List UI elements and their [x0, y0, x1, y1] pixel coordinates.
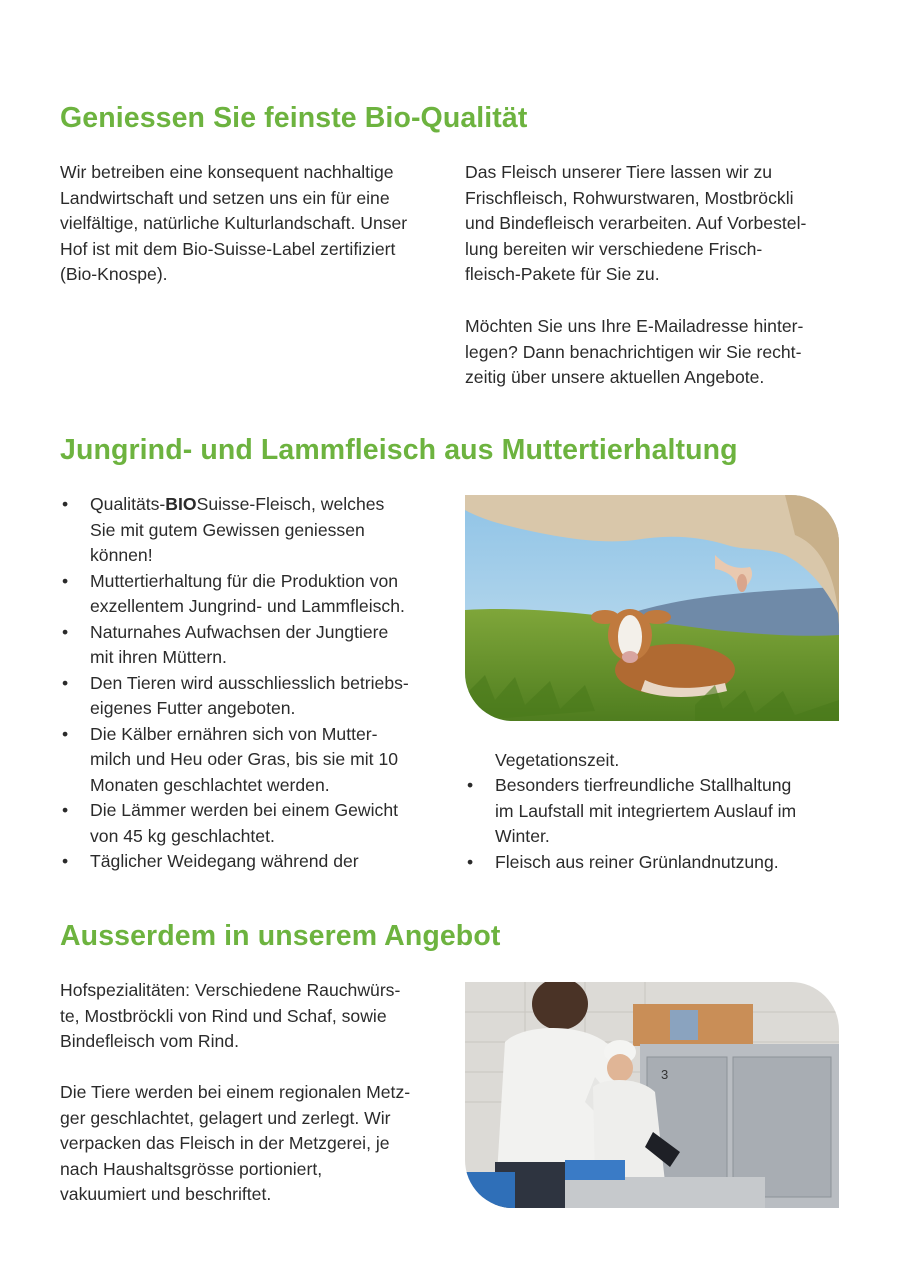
text-line: Hof ist mit dem Bio-Suisse-Label zertifiziert: [60, 238, 396, 259]
text-line: Fleisch aus reiner Grünlandnutzung.: [495, 851, 779, 872]
text-line: Besonders tierfreundliche Stallhaltung: [495, 775, 792, 795]
intro-paragraph-left: [60, 160, 407, 288]
list-item: [60, 492, 450, 569]
text-line: Sie mit gutem Gewissen geniessen: [90, 519, 365, 540]
text-line: Die Tiere werden bei einem regionalen Metz-: [60, 1082, 411, 1102]
text-line: Die Kälber ernähren sich von Mutter-: [90, 723, 378, 744]
section-heading-angebot: Ausserdem in unserem Angebot: [60, 920, 501, 952]
text-line: te, Mostbröckli von Rind und Schaf, sowie: [60, 1005, 387, 1026]
text-line: eigenes Futter angeboten.: [90, 698, 296, 718]
email-paragraph: [465, 314, 803, 391]
text-line: milch und Heu oder Gras, bis sie mit 10: [90, 749, 399, 769]
butcher-paragraph: [60, 1080, 410, 1208]
bullet-icon: •: [467, 775, 474, 795]
bullet-icon: •: [62, 621, 69, 642]
text-line: Die Lämmer werden bei einem Gewicht: [90, 800, 399, 820]
text-line: von 45 kg geschlachtet.: [90, 825, 275, 846]
text-line: Täglicher Weidegang während der: [90, 851, 359, 871]
bullet-icon: •: [62, 570, 69, 591]
text-line: Vegetationszeit.: [495, 750, 620, 770]
text-line: und Bindefleisch verarbeiten. Auf Vorbestel-: [465, 213, 807, 233]
text-line: mit ihren Müttern.: [90, 647, 227, 667]
bullet-list-left: [60, 492, 450, 875]
text-line: exzellentem Jungrind- und Lammfleisch.: [90, 596, 405, 616]
bullet-list-right: [465, 773, 845, 875]
calf-cow-illustration: [465, 495, 839, 721]
list-item: [60, 849, 450, 875]
text-line: lung bereiten wir verschiedene Frisch-: [465, 238, 763, 259]
text-line: Winter.: [495, 826, 550, 846]
list-item: [60, 671, 450, 722]
text-line: können!: [90, 545, 153, 565]
specialties-paragraph: [60, 978, 400, 1055]
text-line: Das Fleisch unserer Tiere lassen wir zu: [465, 162, 773, 182]
section-heading-bio-qualitaet: Geniessen Sie feinste Bio-Qualität: [60, 102, 528, 134]
bullet-icon: •: [62, 723, 69, 744]
text-line: im Laufstall mit integriertem Auslauf im: [495, 800, 797, 821]
cabinet-number: 3: [661, 1067, 669, 1082]
list-item: [60, 722, 450, 799]
bullet-icon: •: [62, 672, 69, 693]
bullet-icon: •: [62, 851, 69, 871]
text-line: nach Haushaltsgrösse portioniert,: [60, 1158, 323, 1179]
text-line: legen? Dann benachrichtigen wir Sie recht-: [465, 341, 802, 362]
list-item: [60, 569, 450, 620]
text-line: verpacken das Fleisch in der Metzgerei, je: [60, 1133, 390, 1153]
text-line: Hofspezialitäten: Verschiedene Rauchwürs-: [60, 980, 401, 1000]
bullet-icon: •: [467, 851, 474, 872]
text-line: (Bio-Knospe).: [60, 264, 168, 284]
intro-paragraph-right: [465, 160, 806, 288]
text-line: Frischfleisch, Rohwurstwaren, Mostbröckli: [465, 187, 794, 208]
list-item: [465, 850, 845, 876]
text-line: fleisch-Pakete für Sie zu.: [465, 264, 660, 284]
text-line: Landwirtschaft und setzen uns ein für eine: [60, 187, 390, 208]
text-line: vakuumiert und beschriftet.: [60, 1184, 272, 1204]
text-line: ger geschlachtet, gelagert und zerlegt. Wir: [60, 1107, 391, 1128]
text-line: Wir betreiben eine konsequent nachhaltige: [60, 162, 394, 182]
list-item: [60, 620, 450, 671]
photo-calf-and-cow: [465, 495, 839, 721]
text-line: Qualitäts-BIOSuisse-Fleisch, welches: [90, 494, 385, 514]
text-line: Bindefleisch vom Rind.: [60, 1031, 239, 1051]
bio-bold-text: BIO: [165, 494, 197, 514]
text-line: Möchten Sie uns Ihre E-Mailadresse hinter-: [465, 316, 804, 336]
text-line: Monaten geschlachtet werden.: [90, 774, 330, 795]
section-heading-jungrind: Jungrind- und Lammfleisch aus Muttertierhaltung: [60, 434, 738, 466]
text-line: vielfältige, natürliche Kulturlandschaft. Unser: [60, 213, 408, 233]
list-item: [60, 798, 450, 849]
butchery-illustration: [465, 982, 839, 1208]
text-line: zeitig über unsere aktuellen Angebote.: [465, 367, 765, 387]
bullet-icon: •: [62, 494, 69, 514]
photo-butchery-work: [465, 982, 839, 1208]
bullet-icon: •: [62, 800, 69, 820]
text-line: Naturnahes Aufwachsen der Jungtiere: [90, 621, 389, 642]
bullet-continuation: [495, 748, 619, 774]
text-line: Den Tieren wird ausschliesslich betriebs-: [90, 672, 409, 693]
text-line: Muttertierhaltung für die Produktion von: [90, 570, 399, 591]
list-item: [465, 773, 845, 850]
